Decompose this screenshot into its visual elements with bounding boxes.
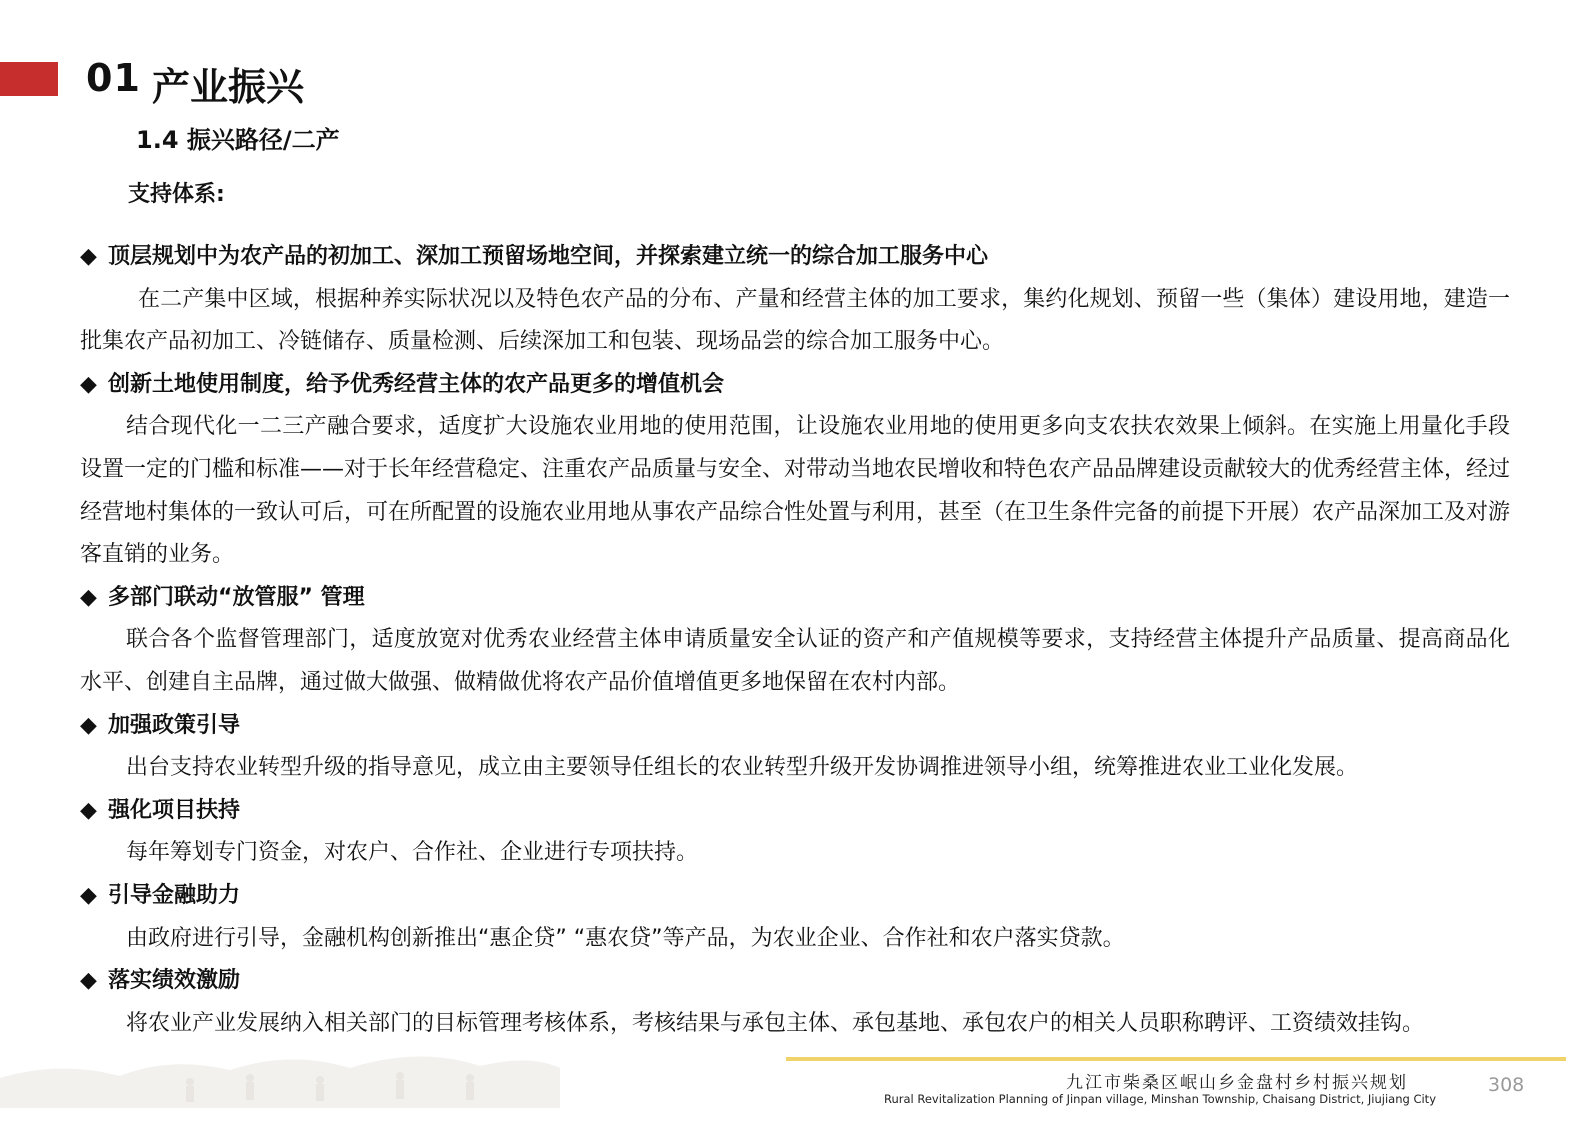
item-paragraph: 每年筹划专门资金，对农户、合作社、企业进行专项扶持。: [126, 840, 699, 866]
item-block: [80, 236, 1510, 364]
item-heading: [80, 790, 1510, 833]
diamond-bullet-icon: ◆: [80, 882, 97, 908]
footer-divider: [786, 1057, 1566, 1061]
item-heading-text: 强化项目扶持: [108, 797, 241, 823]
item-heading-text: 引导金融助力: [108, 882, 241, 908]
decorative-silhouette-background: [0, 1038, 560, 1108]
item-paragraph: 在二产集中区域，根据种养实际状况以及特色农产品的分布、产量和经营主体的加工要求，集约化规划、预留一些（集体）建设用地，建造一批集农产品初加工、冷链储存、质量检测、后续深加工和包装、现场品尝的综合加工服务中心。: [80, 286, 1510, 355]
item-heading: [80, 577, 1510, 620]
item-heading-text: 创新土地使用制度，给予优秀经营主体的农产品更多的增值机会: [108, 371, 725, 397]
item-heading: [80, 236, 1510, 279]
item-heading: [80, 875, 1510, 918]
section-title: 产业振兴: [152, 65, 305, 109]
support-system-label: 支持体系:: [128, 182, 225, 207]
item-heading-text: 顶层规划中为农产品的初加工、深加工预留场地空间，并探索建立统一的综合加工服务中心: [108, 244, 989, 269]
item-block: [80, 960, 1510, 1045]
diamond-bullet-icon: ◆: [80, 371, 97, 397]
section-accent-bar: [0, 62, 58, 96]
diamond-bullet-icon: ◆: [80, 797, 97, 823]
item-heading-text: 多部门联动“放管服” 管理: [108, 584, 365, 610]
page-number: 308: [1488, 1074, 1525, 1096]
diamond-bullet-icon: ◆: [80, 584, 97, 610]
diamond-bullet-icon: ◆: [80, 712, 97, 738]
section-number: 01: [86, 56, 141, 100]
content-body: [80, 236, 1510, 1045]
item-paragraph: 将农业产业发展纳入相关部门的目标管理考核体系，考核结果与承包主体、承包基地、承包农户的相关人员职称聘评、工资绩效挂钩。: [126, 1010, 1425, 1036]
item-block: [80, 790, 1510, 875]
item-heading: [80, 960, 1510, 1003]
item-paragraph: 出台支持农业转型升级的指导意见，成立由主要领导任组长的农业转型升级开发协调推进领导小组，统筹推进农业工业化发展。: [126, 755, 1359, 781]
item-block: [80, 705, 1510, 790]
diamond-bullet-icon: ◆: [80, 968, 97, 994]
item-block: [80, 875, 1510, 960]
footer-title-en: Rural Revitalization Planning of Jinpan village, Minshan Township, Chaisang District, Jiujiang City: [884, 1092, 1436, 1106]
item-paragraph: 联合各个监督管理部门，适度放宽对优秀农业经营主体申请质量安全认证的资产和产值规模等要求，支持经营主体提升产品质量、提高商品化水平、创建自主品牌，通过做大做强、做精做优将农产品价值增值更多地保留在农村内部。: [80, 627, 1510, 695]
diamond-bullet-icon: ◆: [80, 244, 97, 269]
item-heading: [80, 364, 1510, 407]
item-paragraph: 结合现代化一二三产融合要求，适度扩大设施农业用地的使用范围，让设施农业用地的使用更多向支农扶农效果上倾斜。在实施上用量化手段设置一定的门槛和标准——对于长年经营稳定、注重农产品质量与安全、对带动当地农民增收和特色农产品品牌建设贡献较大的优秀经营主体，经过经营地村集体的一致认可后，可在所配置的设施农业用地从事农产品综合性处置与利用，甚至（在卫生条件完备的前提下开展）农产品深加工及对游客直销的业务。: [80, 414, 1511, 568]
item-heading: [80, 705, 1510, 748]
subsection-title: 1.4 振兴路径/二产: [136, 126, 340, 154]
item-block: [80, 577, 1510, 705]
item-paragraph: 由政府进行引导，金融机构创新推出“惠企贷” “惠农贷”等产品，为农业企业、合作社和农户落实贷款。: [126, 925, 1125, 951]
item-heading-text: 加强政策引导: [108, 712, 241, 738]
item-block: [80, 364, 1510, 577]
item-heading-text: 落实绩效激励: [108, 968, 241, 994]
footer-title-cn: 九江市柴桑区岷山乡金盘村乡村振兴规划: [1066, 1073, 1408, 1093]
